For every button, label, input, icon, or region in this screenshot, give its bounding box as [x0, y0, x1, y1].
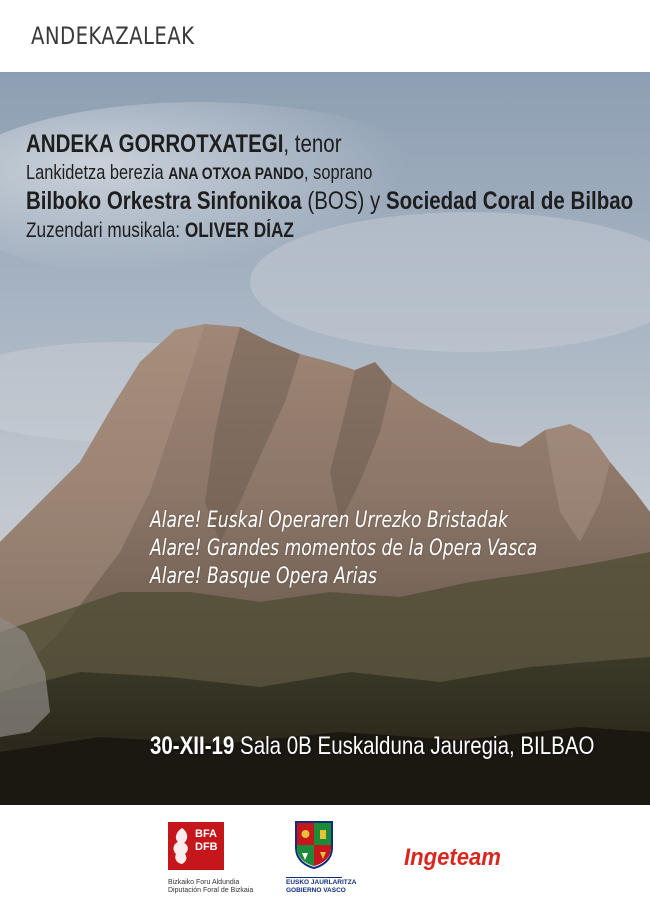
tenor-name: ANDEKA GORROTXATEGI: [26, 130, 284, 158]
soprano-name: ANA OTXOA PANDO: [168, 164, 305, 183]
director-label: Zuzendari musikala:: [26, 219, 185, 242]
credit-soprano: [26, 163, 633, 183]
bfa-logo-box: [168, 822, 224, 870]
title-spanish: Alare! Grandes momentos de la Opera Vasca: [150, 536, 538, 561]
bfa-dfb-logo: [168, 822, 254, 896]
bfa-emblem-icon: [170, 826, 194, 866]
title-basque: Alare! Euskal Operaren Urrezko Bristadak: [150, 508, 509, 533]
eusko-jaurlaritza-caption: EUSKO JAURLARITZA GOBIERNO VASCO: [286, 879, 357, 895]
event-venue: Sala 0B Euskalduna Jauregia, BILBAO: [234, 732, 595, 760]
page-title: ANDEKAZALEAK: [31, 22, 195, 50]
event-info: [150, 732, 594, 761]
credit-tenor: [26, 132, 633, 157]
ensemble-connector: y: [370, 187, 386, 215]
bfa-text: BFA: [195, 828, 217, 840]
program-titles: [150, 510, 646, 594]
orchestra-name: Bilboko Orkestra Sinfonikoa: [26, 187, 302, 215]
credit-ensembles: [26, 189, 633, 214]
special-collaboration-label: Lankidetza berezia: [26, 162, 169, 184]
director-name: OLIVER DÍAZ: [184, 219, 294, 242]
event-date: 30-XII-19: [150, 732, 235, 760]
eusko-jaurlaritza-logo: [286, 818, 357, 896]
credit-director: [26, 220, 633, 241]
ingeteam-logo: Ingeteam: [404, 844, 501, 871]
soprano-role: , soprano: [304, 162, 373, 184]
basque-coat-of-arms-icon: [292, 818, 336, 870]
dfb-text: DFB: [195, 840, 218, 853]
bfa-caption: Bizkaiko Foru Aldundia Diputación Foral de Bizkaia: [168, 879, 254, 895]
credits-block: [26, 132, 650, 241]
header-bar: [0, 0, 650, 72]
title-english: Alare! Basque Opera Arias: [150, 564, 377, 589]
tenor-role: , tenor: [283, 130, 342, 158]
choir-name: Sociedad Coral de Bilbao: [385, 187, 634, 215]
orchestra-abbr: (BOS): [301, 187, 371, 215]
